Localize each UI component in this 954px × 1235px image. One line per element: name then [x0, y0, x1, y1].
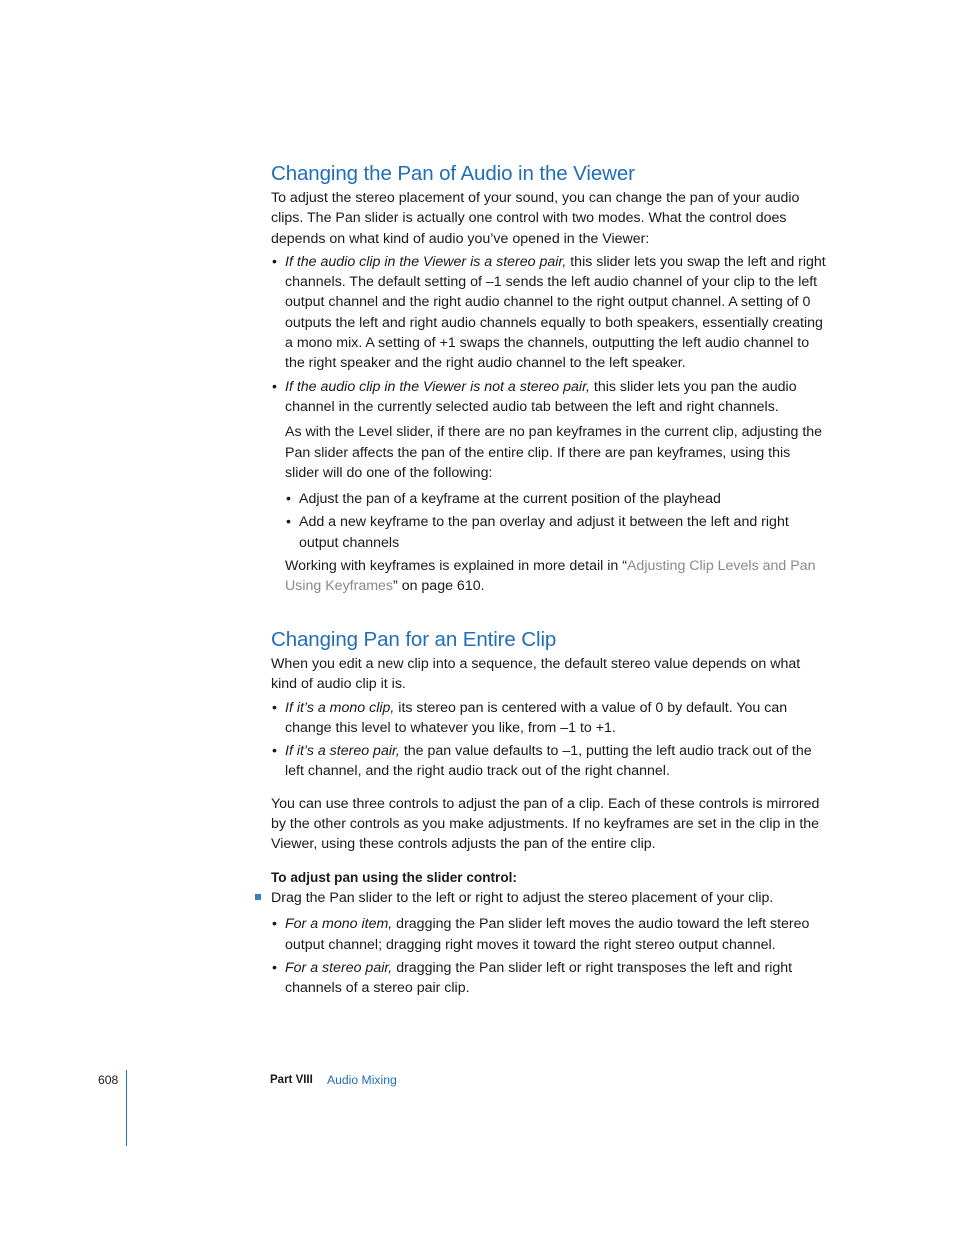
list-item — [271, 377, 827, 597]
bullet-text: the pan value defaults to –1, putting the left audio track out of the left channel, and the right audio track out of the right channel. — [285, 743, 812, 780]
section-heading: Changing the Pan of Audio in the Viewer — [271, 162, 635, 185]
task-title: To adjust pan using the slider control: — [271, 869, 517, 885]
bullet-lead: For a mono item, — [285, 916, 393, 933]
cross-reference — [285, 556, 827, 597]
bullet-lead: If the audio clip in the Viewer is not a stereo pair, — [285, 378, 590, 395]
section-pan-in-viewer — [271, 162, 827, 597]
footer-part: Part VIII — [270, 1074, 313, 1086]
bullet-lead: For a stereo pair, — [285, 959, 393, 976]
body-paragraph: You can use three controls to adjust the pan of a clip. Each of these controls is mirrored by the other controls as you make adjustments. If no keyframes are set in the clip in the Viewer, using these controls adjusts the pan of the entire clip. — [271, 795, 820, 853]
bullet-text: dragging the Pan slider left or right transposes the left and right channels of a stereo pair clip. — [285, 959, 793, 997]
section-heading: Changing Pan for an Entire Clip — [271, 628, 557, 651]
ref-link[interactable]: Adjusting Clip Levels and Pan Using Keyframes — [285, 558, 816, 595]
bullet-paragraph: As with the Level slider, if there are no pan keyframes in the current clip, adjusting the Pan slider affects the pan of the entire clip. If there are pan keyframes, using this slider will do one of the following: — [285, 424, 823, 481]
default-list — [271, 698, 827, 782]
step-options-list — [271, 914, 827, 998]
bullet-text: its stereo pan is centered with a value of 0 by default. You can change this level to whatever you like, from –1 to +1. — [285, 699, 788, 736]
bullet-lead: If the audio clip in the Viewer is a stereo pair, — [285, 253, 567, 270]
footer-chapter[interactable]: Audio Mixing — [327, 1073, 397, 1087]
bullet-lead: If it’s a mono clip, — [285, 699, 395, 716]
list-item — [271, 252, 827, 374]
ref-suffix: ” on page 610. — [393, 578, 485, 595]
ref-prefix: Working with keyframes is explained in more detail in “ — [285, 558, 627, 575]
step — [271, 888, 827, 908]
bullet-text: this slider lets you swap the left and right channels. The default setting of –1 sends the left audio channel of your clip to the left output channel and the right audio channel to the right output channel. A setting of 0 outputs the left and right audio channels equally to both speakers, essentially creating a mono mix. A setting of +1 swaps the channels, outputting the left audio channel to the right speaker and the right audio channel to the left speaker. — [285, 253, 826, 372]
list-item — [271, 914, 827, 955]
bullet-lead: If it’s a stereo pair, — [285, 743, 400, 760]
bullet-text: dragging the Pan slider left moves the audio toward the left stereo output channel; dragging right moves it toward the right stereo output channel. — [285, 916, 810, 953]
footer-rule — [126, 1070, 127, 1146]
step-square-icon — [255, 894, 261, 900]
bullet-text: this slider lets you pan the audio channel in the currently selected audio tab between the left and right channels. — [285, 378, 797, 415]
sub-list — [285, 489, 827, 553]
page-number: 608 — [98, 1073, 119, 1087]
sub-list-item: • Adjust the pan of a keyframe at the current position of the playhead — [285, 489, 827, 509]
list-item — [271, 741, 827, 782]
sub-list-item: • Add a new keyframe to the pan overlay and adjust it between the left and right output channels — [285, 512, 827, 553]
list-item — [271, 698, 827, 739]
step-text: Drag the Pan slider to the left or right to adjust the stereo placement of your clip. — [271, 889, 774, 906]
section-pan-entire-clip — [271, 628, 827, 998]
mode-list — [271, 252, 827, 597]
intro-paragraph: To adjust the stereo placement of your sound, you can change the pan of your audio clips. The Pan slider is actually one control with two modes. What the control does depends on what kind of audio you’ve opened in the Viewer: — [271, 190, 800, 247]
intro-paragraph: When you edit a new clip into a sequence, the default stereo value depends on what kind of audio clip it is. — [271, 656, 801, 693]
list-item — [271, 958, 827, 999]
